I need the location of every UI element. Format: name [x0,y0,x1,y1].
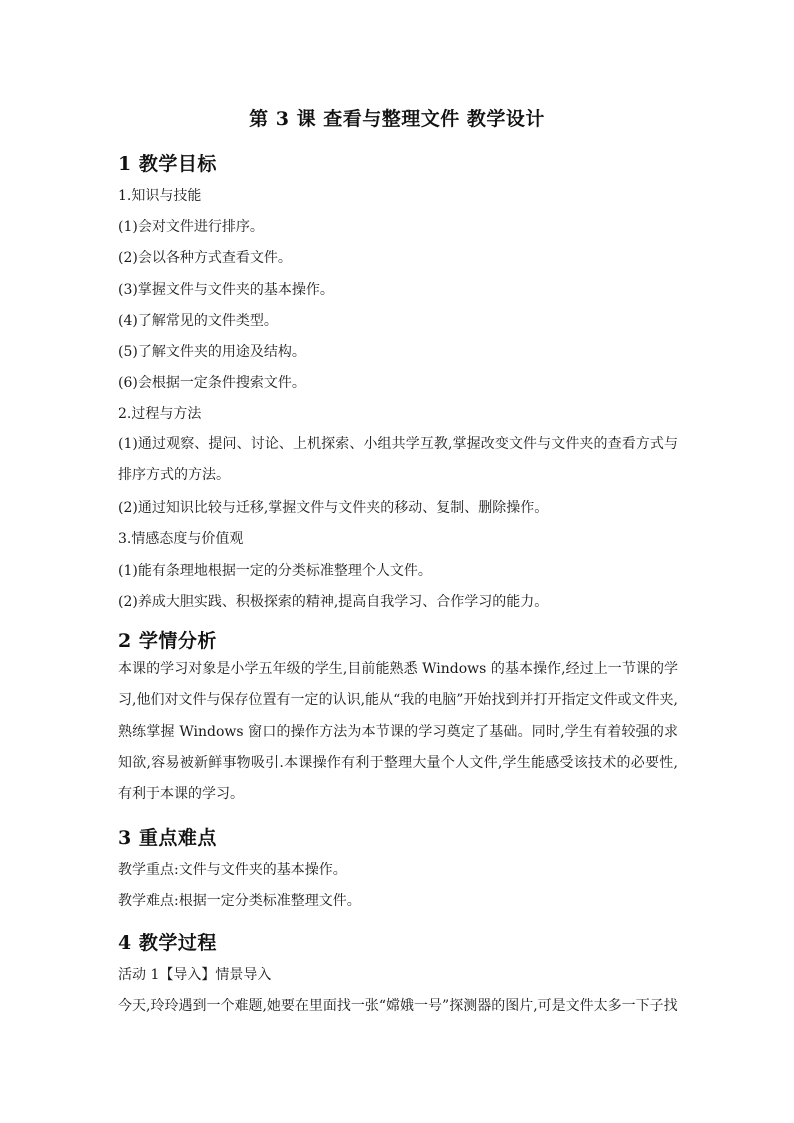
list-item: (5)了解文件夹的用途及结构。 [118,344,306,360]
subheading-knowledge-skills: 1.知识与技能 [118,188,202,204]
section-heading-teaching-process: 4 教学过程 [118,932,217,954]
section-heading-learner-analysis: 2 学情分析 [118,630,217,652]
section-heading-key-difficult-points: 3 重点难点 [118,827,217,849]
subheading-emotion-values: 3.情感态度与价值观 [118,531,244,547]
list-item: (2)通过知识比较与迁移,掌握文件与文件夹的移动、复制、删除操作。 [118,500,549,516]
list-item: (6)会根据一定条件搜索文件。 [118,375,306,391]
list-item: (2)养成大胆实践、积极探索的精神,提高自我学习、合作学习的能力。 [118,594,549,610]
list-item: (4)了解常见的文件类型。 [118,313,278,329]
list-item: (1)会对文件进行排序。 [118,219,264,235]
document-title: 第 3 课 查看与整理文件 教学设计 [249,108,545,130]
list-item: (3)掌握文件与文件夹的基本操作。 [118,282,334,298]
list-item: (1)通过观察、提问、讨论、上机探索、小组共学互教,掌握改变文件与文件夹的查看方式与排序方式的方法。 [118,436,678,484]
list-item: (2)会以各种方式查看文件。 [118,250,292,266]
subheading-process-methods: 2.过程与方法 [118,406,202,422]
learner-analysis-paragraph: 本课的学习对象是小学五年级的学生,目前能熟悉 Windows 的基本操作,经过上一节课的学习,他们对文件与保存位置有一定的认识,能从“我的电脑”开始找到并打开指定文件或文件夹,熟练掌握 Windows 窗口的操作方法为本节课的学习奠定了基础。同时,学生有着较强的求知欲,容易被新鲜事物吸引.本课操作有利于整理大量个人文件,学生能感受该技术的必要性,有利于本课的学习。 [118,661,678,803]
activity-heading: 活动 1【导入】情景导入 [118,967,272,983]
key-point-text: 教学重点:文件与文件夹的基本操作。 [118,862,347,878]
list-item: (1)能有条理地根据一定的分类标准整理个人文件。 [118,563,432,579]
difficult-point-text: 教学难点:根据一定分类标准整理文件。 [118,893,361,909]
section-heading-teaching-goals: 1 教学目标 [118,153,217,175]
teaching-process-paragraph: 今天,玲玲遇到一个难题,她要在里面找一张“嫦娥一号”探测器的图片,可是文件太多一下子找 [118,998,678,1014]
